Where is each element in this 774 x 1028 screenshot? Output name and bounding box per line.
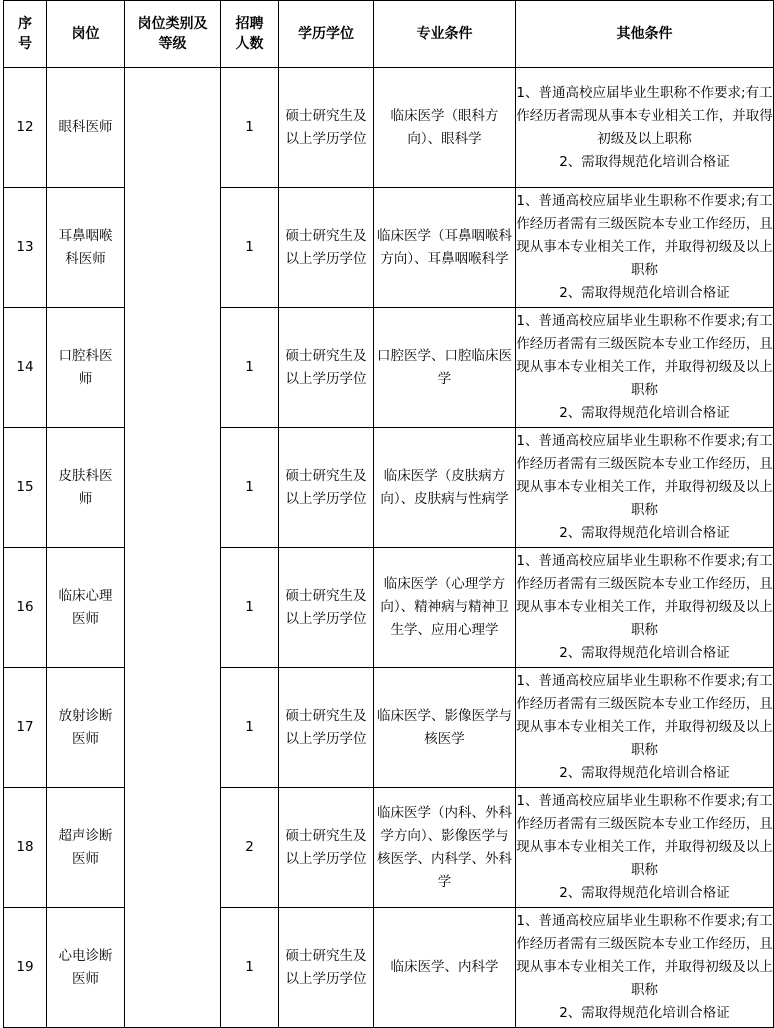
header-row [4,1,774,68]
cell-count: 1 [221,548,279,668]
cell-count: 2 [221,788,279,908]
cell-other: 1、普通高校应届毕业生职称不作要求;有工作经历者需有三级医院本专业工作经历，且现从事本专业相关工作，并取得初级及以上职称 2、需取得规范化培训合格证 [516,908,774,1028]
header-major: 专业条件 [374,1,516,68]
table-row [4,428,774,548]
cell-position: 心电诊断医师 [47,908,125,1028]
header-other: 其他条件 [516,1,774,68]
cell-major: 临床医学（耳鼻咽喉科方向）、耳鼻咽喉科学 [374,188,516,308]
cell-seq: 13 [4,188,47,308]
cell-other: 1、普通高校应届毕业生职称不作要求;有工作经历者需有三级医院本专业工作经历，且现从事本专业相关工作，并取得初级及以上职称 2、需取得规范化培训合格证 [516,668,774,788]
cell-education: 硕士研究生及以上学历学位 [279,308,374,428]
cell-major: 临床医学（内科、外科学方向）、影像医学与核医学、内科学、外科学 [374,788,516,908]
cell-seq: 16 [4,548,47,668]
cell-other: 1、普通高校应届毕业生职称不作要求;有工作经历者需有三级医院本专业工作经历，且现从事本专业相关工作，并取得初级及以上职称 2、需取得规范化培训合格证 [516,308,774,428]
cell-major: 临床医学（心理学方向）、精神病与精神卫生学、应用心理学 [374,548,516,668]
cell-count: 1 [221,308,279,428]
header-category: 岗位类别及等级 [125,1,221,68]
cell-position: 皮肤科医师 [47,428,125,548]
cell-other: 1、普通高校应届毕业生职称不作要求;有工作经历者需有三级医院本专业工作经历，且现从事本专业相关工作，并取得初级及以上职称 2、需取得规范化培训合格证 [516,788,774,908]
cell-major: 临床医学（皮肤病方向）、皮肤病与性病学 [374,428,516,548]
cell-count: 1 [221,188,279,308]
cell-count: 1 [221,68,279,188]
cell-education: 硕士研究生及以上学历学位 [279,68,374,188]
cell-seq: 15 [4,428,47,548]
cell-other: 1、普通高校应届毕业生职称不作要求;有工作经历者需现从事本专业相关工作，并取得初级及以上职称 2、需取得规范化培训合格证 [516,68,774,188]
cell-education: 硕士研究生及以上学历学位 [279,788,374,908]
cell-seq: 18 [4,788,47,908]
table-row [4,548,774,668]
table-row [4,908,774,1028]
table-row [4,668,774,788]
cell-position: 耳鼻咽喉科医师 [47,188,125,308]
cell-major: 临床医学（眼科方向）、眼科学 [374,68,516,188]
cell-other: 1、普通高校应届毕业生职称不作要求;有工作经历者需有三级医院本专业工作经历，且现从事本专业相关工作，并取得初级及以上职称 2、需取得规范化培训合格证 [516,548,774,668]
cell-count: 1 [221,668,279,788]
cell-other: 1、普通高校应届毕业生职称不作要求;有工作经历者需有三级医院本专业工作经历，且现从事本专业相关工作，并取得初级及以上职称 2、需取得规范化培训合格证 [516,428,774,548]
cell-major: 临床医学、影像医学与核医学 [374,668,516,788]
recruitment-table [3,0,774,1028]
cell-education: 硕士研究生及以上学历学位 [279,428,374,548]
cell-major: 口腔医学、口腔临床医学 [374,308,516,428]
cell-seq: 14 [4,308,47,428]
table-row [4,188,774,308]
cell-count: 1 [221,428,279,548]
cell-position: 眼科医师 [47,68,125,188]
table-row [4,68,774,188]
cell-seq: 19 [4,908,47,1028]
cell-count: 1 [221,908,279,1028]
cell-major: 临床医学、内科学 [374,908,516,1028]
cell-category-merged [125,68,221,1028]
header-position: 岗位 [47,1,125,68]
cell-position: 超声诊断医师 [47,788,125,908]
cell-education: 硕士研究生及以上学历学位 [279,548,374,668]
cell-education: 硕士研究生及以上学历学位 [279,188,374,308]
cell-position: 口腔科医师 [47,308,125,428]
header-count: 招聘人数 [221,1,279,68]
table-row [4,308,774,428]
header-education: 学历学位 [279,1,374,68]
cell-seq: 12 [4,68,47,188]
cell-other: 1、普通高校应届毕业生职称不作要求;有工作经历者需有三级医院本专业工作经历，且现从事本专业相关工作，并取得初级及以上职称 2、需取得规范化培训合格证 [516,188,774,308]
cell-position: 放射诊断医师 [47,668,125,788]
cell-seq: 17 [4,668,47,788]
cell-position: 临床心理医师 [47,548,125,668]
header-seq: 序号 [4,1,47,68]
table-row [4,788,774,908]
cell-education: 硕士研究生及以上学历学位 [279,668,374,788]
cell-education: 硕士研究生及以上学历学位 [279,908,374,1028]
